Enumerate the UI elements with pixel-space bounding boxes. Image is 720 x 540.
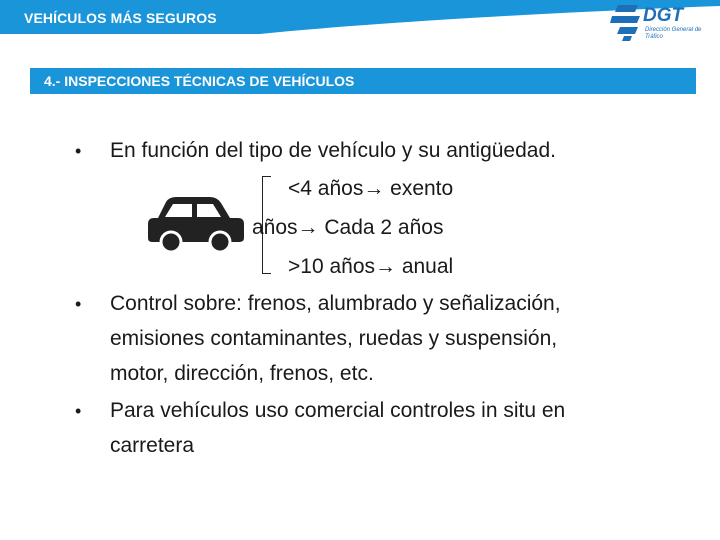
bullet-2-line-1: Control sobre: frenos, alumbrado y señalización, (110, 292, 561, 315)
header-title: VEHÍCULOS MÁS SEGUROS (24, 10, 217, 26)
logo-text: DGT (643, 5, 684, 26)
bullet-3-line-2: carretera (110, 434, 195, 457)
bullet-2-line-3: motor, dirección, frenos, etc. (110, 362, 374, 385)
bullet-1-text: En función del tipo de vehículo y su antigüedad. (110, 139, 556, 162)
section-title: 4.- INSPECCIONES TÉCNICAS DE VEHÍCULOS (44, 73, 355, 89)
bullet-2-line-2: emisiones contaminantes, ruedas y suspensión, (110, 327, 558, 350)
car-icon (146, 196, 246, 254)
bullet-marker: • (75, 141, 82, 161)
bullet-3-line-1: Para vehículos uso comercial controles in situ en (110, 399, 566, 422)
age-rule-2: años→ Cada 2 años (252, 216, 444, 239)
age-rule-1: <4 años→ exento (288, 177, 454, 200)
bullet-marker: • (75, 401, 82, 421)
bullet-marker: • (75, 294, 82, 314)
age-rule-3: >10 años→ anual (288, 255, 454, 278)
logo-subtitle: Dirección General de Tráfico (645, 27, 702, 40)
